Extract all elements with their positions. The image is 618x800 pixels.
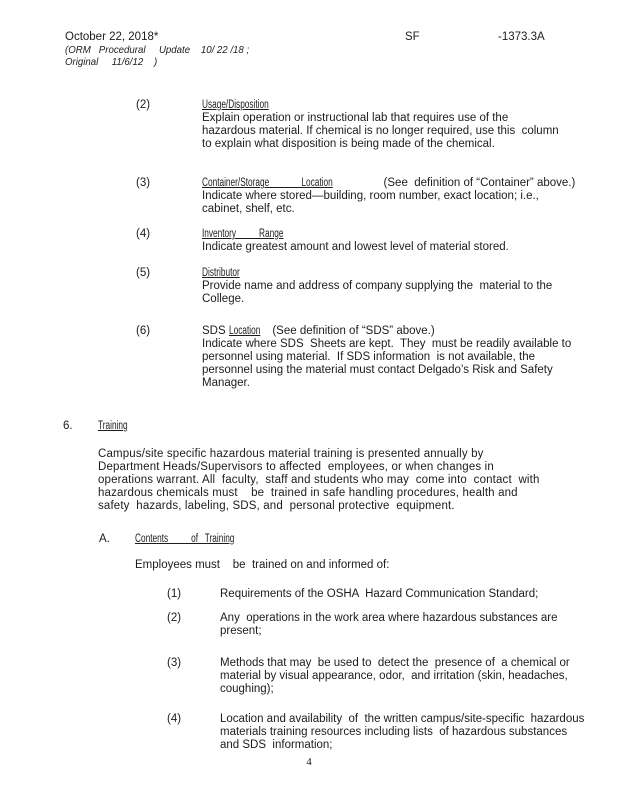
list-item-usage-disposition [136, 99, 566, 151]
item-text-line: cabinet, shelf, etc. [202, 203, 295, 215]
item-heading-suffix: (See definition of “Container” above.) [383, 177, 576, 189]
item-heading-line [202, 99, 566, 112]
item-heading-prefix: SDS [202, 325, 229, 337]
item-number: (3) [136, 177, 151, 189]
item-text-line: Requirements of the OSHA Hazard Communication Standard; [220, 588, 539, 600]
training-item-2 [167, 612, 587, 638]
item-text-line: to explain what disposition is being made of the chemical. [202, 138, 495, 150]
item-body [220, 713, 587, 752]
item-body [202, 267, 566, 306]
item-body [220, 612, 587, 638]
item-text-line: Provide name and address of company supplying the material to the [202, 280, 553, 292]
list-item-distributor [136, 267, 566, 306]
item-number: (3) [167, 657, 182, 669]
header-revision-note: (ORM Procedural Update 10/ 22 /18 ; [65, 44, 250, 56]
item-heading-suffix: (See definition of “SDS” above.) [272, 325, 435, 337]
item-text-line: coughing); [220, 683, 274, 695]
page-number: 4 [306, 756, 312, 768]
section-number: 6. [63, 420, 73, 432]
item-heading: Location [228, 325, 261, 337]
section-title-line [98, 420, 139, 433]
section-title: Training [98, 420, 128, 432]
item-number: (1) [167, 588, 182, 600]
item-number: (2) [167, 612, 182, 624]
subsection-intro: Employees must be trained on and informed of: [135, 559, 390, 571]
item-text-line: material by visual appearance, odor, and irritation (skin, headaches, [220, 670, 568, 682]
item-text-line: materials training resources including lists of hazardous substances [220, 726, 568, 738]
item-text-line: Explain operation or instructional lab that requires use of the [202, 112, 509, 124]
header-original-note: Original 11/6/12 ) [65, 56, 158, 68]
item-heading-line [202, 267, 566, 280]
item-text-line: present; [220, 625, 262, 637]
subsection-title: Contents of Training [135, 533, 235, 545]
item-text-line: College. [202, 293, 245, 305]
item-number: (4) [136, 228, 151, 240]
item-text-line: Indicate greatest amount and lowest level of material stored. [202, 241, 509, 253]
training-item-4 [167, 713, 587, 752]
section-paragraph [98, 448, 598, 513]
item-heading-line [202, 325, 566, 338]
item-text-line: Indicate where stored—building, room number, exact location; i.e., [202, 190, 539, 202]
item-number: (4) [167, 713, 182, 725]
item-body [220, 657, 587, 696]
header-doc-series: SF [405, 31, 420, 43]
item-number: (6) [136, 325, 151, 337]
paragraph-line: Department Heads/Supervisors to affected employees, or when changes in [98, 461, 494, 473]
item-heading: Container/Storage Location [202, 177, 333, 189]
subsection-title-line [135, 533, 273, 546]
training-item-3 [167, 657, 587, 696]
item-text-line: Location and availability of the written campus/site-specific hazardous [220, 713, 585, 725]
item-heading-line [202, 177, 576, 190]
item-body [202, 177, 576, 216]
item-text-line: Methods that may be used to detect the presence of a chemical or [220, 657, 570, 669]
item-body [202, 228, 566, 254]
item-heading: Usage/Disposition [202, 99, 269, 111]
list-item-container-storage [136, 177, 576, 216]
list-item-sds-location [136, 325, 572, 390]
item-text-line: personnel using the material must contact Delgado’s Risk and Safety [202, 364, 553, 376]
item-body [202, 99, 566, 151]
item-text-line: and SDS information; [220, 739, 333, 751]
item-heading: Distributor [202, 267, 240, 279]
item-number: (2) [136, 99, 151, 111]
paragraph-line: operations warrant. All faculty, staff and students who may come into contact with [98, 474, 540, 486]
header-date: October 22, 2018* [65, 31, 159, 43]
training-item-1 [167, 588, 587, 601]
item-text-line: personnel using material. If SDS information is not available, the [202, 351, 536, 363]
item-text-line: Any operations in the work area where hazardous substances are [220, 612, 558, 624]
item-body [202, 325, 572, 390]
item-body [220, 588, 587, 601]
paragraph-line: hazardous chemicals must be trained in safe handling procedures, health and [98, 487, 518, 499]
paragraph-line: Campus/site specific hazardous material training is presented annually by [98, 448, 484, 460]
item-heading-line [202, 228, 566, 241]
paragraph-line: safety hazards, labeling, SDS, and personal protective equipment. [98, 500, 455, 512]
item-text-line: Manager. [202, 377, 250, 389]
item-number: (5) [136, 267, 151, 279]
item-text-line: hazardous material. If chemical is no longer required, use this column [202, 125, 559, 137]
header-doc-number: -1373.3A [498, 31, 545, 43]
subsection-letter: A. [99, 533, 110, 545]
item-text-line: Indicate where SDS Sheets are kept. They must be readily available to [202, 338, 572, 350]
item-heading: Inventory Range [202, 228, 284, 240]
list-item-inventory-range [136, 228, 566, 254]
